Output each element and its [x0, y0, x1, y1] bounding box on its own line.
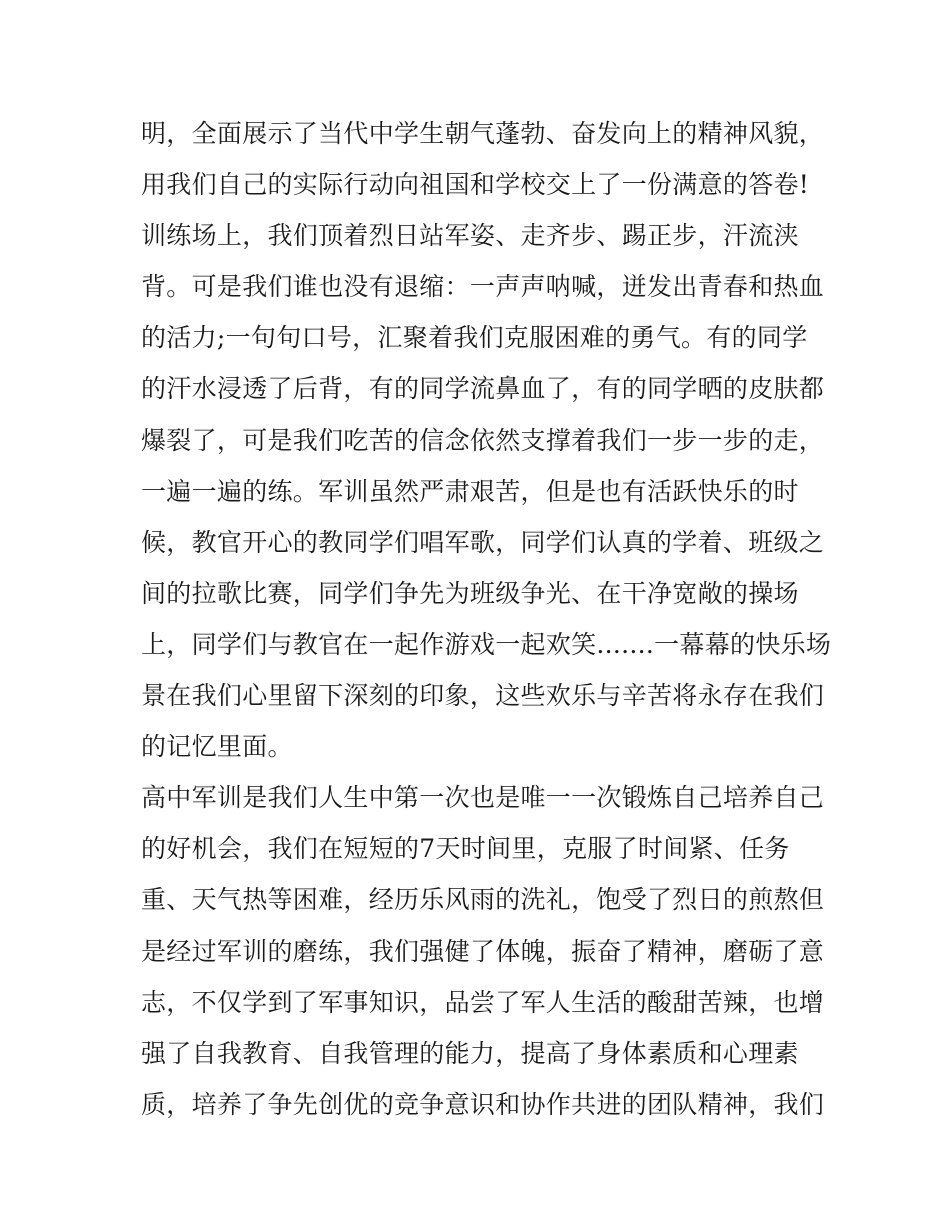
text-line: 的汗水浸透了后背，有的同学流鼻血了，有的同学晒的皮肤都	[141, 374, 825, 404]
text-line: 明，全面展示了当代中学生朝气蓬勃、奋发向上的精神风貌，	[141, 119, 825, 148]
text-line: 上，同学们与教官在一起作游戏一起欢笑.......一幕幕的快乐场	[141, 629, 832, 659]
text-line: 候，教官开心的教同学们唱军歌，同学们认真的学着、班级之	[141, 527, 825, 557]
text-line: 质，培养了争先创优的竞争意识和协作共进的团队精神，我们	[141, 1089, 825, 1119]
body-text	[141, 108, 832, 1130]
text-line: 景在我们心里留下深刻的印象，这些欢乐与辛苦将永存在我们	[141, 681, 825, 711]
text-line: 一遍一遍的练。军训虽然严肃艰苦，但是也有活跃快乐的时	[141, 476, 799, 506]
text-line: 是经过军训的磨练，我们强健了体魄，振奋了精神，磨砺了意	[141, 936, 825, 966]
text-line: 的好机会，我们在短短的7天时间里，克服了时间紧、任务	[141, 834, 790, 864]
text-line: 志，不仅学到了军事知识，品尝了军人生活的酸甜苦辣，也增	[141, 987, 825, 1017]
text-line: 的活力;一句句口号，汇聚着我们克服困难的勇气。有的同学	[141, 323, 808, 353]
text-line: 重、天气热等困难，经历乐风雨的洗礼，饱受了烈日的煎熬但	[141, 885, 825, 915]
text-line: 强了自我教育、自我管理的能力，提高了身体素质和心理素	[141, 1038, 799, 1068]
text-line: 背。可是我们谁也没有退缩：一声声呐喊，迸发出青春和热血	[141, 272, 825, 302]
text-line: 高中军训是我们人生中第一次也是唯一一次锻炼自己培养自己	[141, 783, 825, 813]
text-line: 爆裂了，可是我们吃苦的信念依然支撑着我们一步一步的走，	[141, 425, 825, 455]
text-line: 间的拉歌比赛，同学们争先为班级争光、在干净宽敞的操场	[141, 578, 799, 608]
text-line: 的记忆里面。	[141, 732, 293, 762]
text-line: 用我们自己的实际行动向祖国和学校交上了一份满意的答卷!	[141, 170, 810, 200]
text-line: 训练场上，我们顶着烈日站军姿、走齐步、踢正步，汗流浃	[141, 221, 799, 251]
